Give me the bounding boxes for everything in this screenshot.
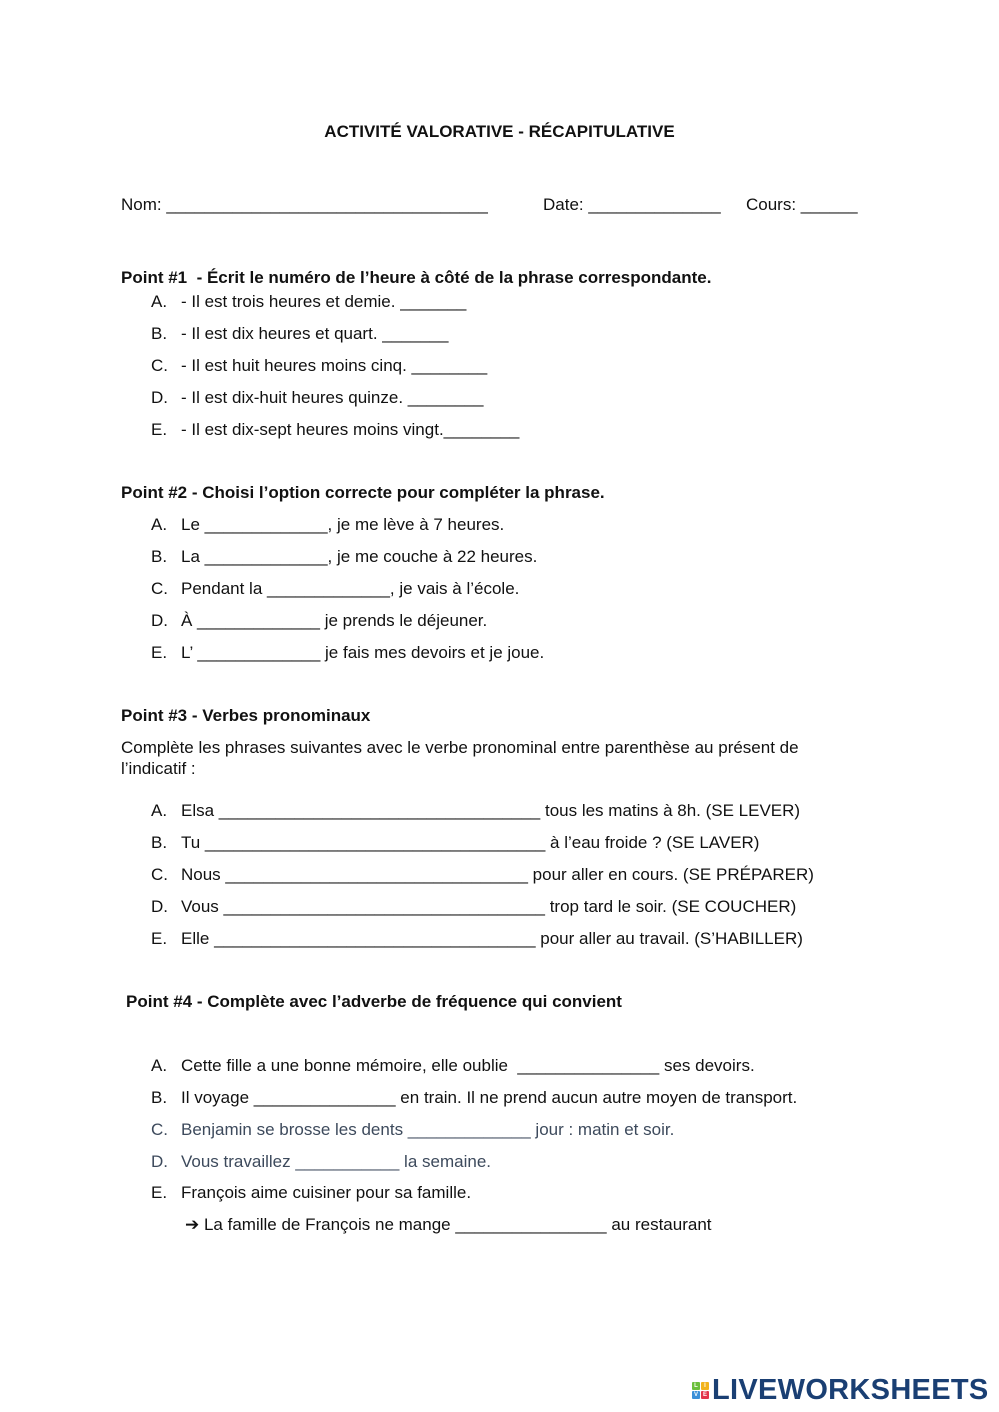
point3-instructions-cont: l’indicatif :	[121, 759, 196, 778]
item-letter: E.	[151, 643, 168, 662]
worksheet-title: ACTIVITÉ VALORATIVE - RÉCAPITULATIVE	[324, 122, 675, 141]
point2-heading: Point #2 - Choisi l’option correcte pour compléter la phrase.	[121, 483, 605, 502]
item-letter: A.	[151, 801, 168, 820]
exercise-item[interactable]: Elle __________________________________ pour aller au travail. (S’HABILLER)	[181, 929, 803, 948]
logo-text: LIVEWORKSHEETS	[712, 1374, 989, 1406]
item-letter: C.	[151, 865, 168, 884]
exercise-item[interactable]: Le _____________, je me lève à 7 heures.	[181, 515, 505, 534]
point3-heading: Point #3 - Verbes pronominaux	[121, 706, 371, 725]
exercise-item[interactable]: - Il est trois heures et demie. _______	[181, 292, 467, 311]
exercise-item[interactable]: Pendant la _____________, je vais à l’école.	[181, 579, 520, 598]
name-field[interactable]: Nom: __________________________________	[121, 195, 488, 214]
exercise-item[interactable]: L’ _____________ je fais mes devoirs et je joue.	[181, 643, 545, 662]
point3-instructions: Complète les phrases suivantes avec le verbe pronominal entre parenthèse au présent de	[121, 738, 799, 757]
exercise-item[interactable]: Tu ____________________________________ à l’eau froide ? (SE LAVER)	[181, 833, 760, 852]
item-letter: D.	[151, 897, 168, 916]
logo-tile: V	[693, 1392, 698, 1398]
item-letter: C.	[151, 1120, 168, 1139]
exercise-item[interactable]: Nous ________________________________ pour aller en cours. (SE PRÉPARER)	[181, 865, 814, 884]
logo-tile: L	[692, 1382, 700, 1390]
item-letter: D.	[151, 1152, 168, 1171]
item-letter: E.	[151, 420, 168, 439]
exercise-item[interactable]: François aime cuisiner pour sa famille.	[181, 1183, 472, 1202]
exercise-item[interactable]: Vous travaillez ___________ la semaine.	[181, 1152, 491, 1171]
course-field[interactable]: Cours: ______	[746, 195, 858, 214]
logo-tile: E	[702, 1392, 707, 1398]
exercise-item[interactable]: La _____________, je me couche à 22 heures.	[181, 547, 538, 566]
item-letter: D.	[151, 388, 168, 407]
exercise-item[interactable]: - Il est dix-huit heures quinze. ________	[181, 388, 484, 407]
exercise-item[interactable]: - Il est huit heures moins cinq. ________	[181, 356, 488, 375]
exercise-item[interactable]: Cette fille a une bonne mémoire, elle oublie _______________ ses devoirs.	[181, 1056, 755, 1075]
item-letter: A.	[151, 292, 168, 311]
item-letter: B.	[151, 547, 168, 566]
exercise-item[interactable]: Il voyage _______________ en train. Il ne prend aucun autre moyen de transport.	[181, 1088, 798, 1107]
item-letter: E.	[151, 1183, 168, 1202]
item-letter: B.	[151, 324, 168, 343]
logo-tile: I	[701, 1382, 709, 1390]
item-letter: B.	[151, 833, 168, 852]
item-letter: A.	[151, 1056, 168, 1075]
exercise-item[interactable]: Elsa __________________________________ tous les matins à 8h. (SE LEVER)	[181, 801, 801, 820]
item-letter: C.	[151, 579, 168, 598]
exercise-item[interactable]: Benjamin se brosse les dents _____________ jour : matin et soir.	[181, 1120, 675, 1139]
date-field[interactable]: Date: ______________	[543, 195, 721, 214]
liveworksheets-logo	[692, 1374, 989, 1407]
item-letter: E.	[151, 929, 168, 948]
item-letter: A.	[151, 515, 168, 534]
point4-followup[interactable]: ➔ La famille de François ne mange ________________ au restaurant	[185, 1215, 712, 1234]
exercise-item[interactable]: Vous __________________________________ trop tard le soir. (SE COUCHER)	[181, 897, 797, 916]
exercise-item[interactable]: À _____________ je prends le déjeuner.	[181, 611, 488, 630]
item-letter: D.	[151, 611, 168, 630]
exercise-item[interactable]: - Il est dix heures et quart. _______	[181, 324, 449, 343]
item-letter: B.	[151, 1088, 168, 1107]
point1-heading: Point #1 - Écrit le numéro de l’heure à côté de la phrase correspondante.	[121, 268, 712, 287]
point4-heading: Point #4 - Complète avec l’adverbe de fréquence qui convient	[126, 992, 622, 1011]
exercise-item[interactable]: - Il est dix-sept heures moins vingt.________	[181, 420, 520, 439]
item-letter: C.	[151, 356, 168, 375]
logo-tiles-icon	[692, 1382, 709, 1399]
